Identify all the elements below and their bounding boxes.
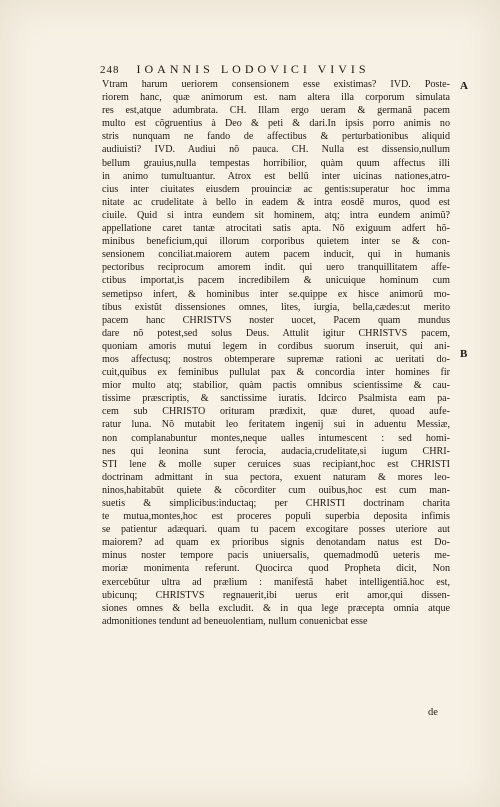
- text-line: cem sub CHRISTO orituram prædixit, quæ duret, quoad aufe-: [102, 406, 450, 418]
- text-line: minibus beneficium,qui illorum corporibus quietem inter se & con-: [102, 236, 450, 248]
- text-line: ratur luna. Nõ mutabit leo feritatem ingenij sui in aduentu Messiæ,: [102, 419, 450, 431]
- folio-number: 248: [100, 64, 120, 76]
- text-line: sensionem conciliat.maiorem autem pacem inducit, qui in humanis: [102, 249, 450, 261]
- text-line: mior multo atq; stabilior, quàm pactis omnibus scientissime & cau-: [102, 380, 450, 392]
- running-title: IOANNIS LODOVICI VIVIS: [136, 62, 370, 76]
- text-line: ctibus importat,is pacem incredibilem & unicuique hominum cum: [102, 275, 450, 287]
- text-line: suetis & simplicibus:inductaq; per CHRISTI doctrinam charita: [102, 498, 450, 509]
- text-line: pacem hanc CHRISTVS noster uocet, Pacem quam mundus: [102, 314, 450, 326]
- text-line: non complanabuntur montes,neque ualles intumescent : sed homi-: [102, 432, 450, 444]
- text-line: multo est cõgruentius à Deo & peti & dari.In ipsis porro animis no: [102, 118, 450, 130]
- text-line: tibus existũt dissensiones omnes, lites, iurgia, bella,cædes:ut merito: [102, 301, 450, 313]
- text-line: exercebũtur ultra ad prælium : manifestã habet intelligentiã.hoc est,: [102, 576, 450, 588]
- text-line: STI lene & molle super ceruices suas recipiant,hoc est CHRISTI: [102, 458, 450, 470]
- text-line: moriæ monimenta referunt. Quocirca quod Propheta dicit, Non: [102, 563, 450, 575]
- text-line: te mutua,montes,hoc est proceres populi superbia deposita infimis: [102, 511, 450, 523]
- text-line: siones omnes & bella excludit. & in qua lege præcepta omnia atque: [102, 602, 450, 614]
- text-line: Vtram harum ueriorem consensionem esse existimas? IVD. Poste-: [102, 79, 450, 90]
- text-line: nitate ac crudelitate à bello in eadem & intra eosdẽ muros, quod est: [102, 196, 450, 208]
- text-line: mos affectusq; nostros obtemperare supremæ rationi ac ueritati do-: [102, 353, 450, 365]
- text-line: minus noster tempore pacis uniuersalis, quemadmodũ ueteris me-: [102, 550, 450, 562]
- text-line: admonitiones tendunt ad beneuolentiam, nullum conuenicbat esse: [102, 615, 368, 627]
- text-line: audiuisti? IVD. Audiui nõ pauca. CH. Nulla est dissensio,nullum: [102, 144, 450, 156]
- text-line: appellatione caret tantæ atrocitati satis apta. Nõ exiguum adfert hõ-: [102, 223, 450, 235]
- text-line: in animo tumultuantur. Atrox est bellũ inter uicinas nationes,atro-: [102, 170, 450, 182]
- text-line: riorem hanc, quæ animorum est. nam altera illa corporum simulata: [102, 92, 450, 104]
- text-line: ciuile. Quid si intra eundem sit hominem, atq; intra eundem animũ?: [102, 209, 450, 221]
- catchword: de: [428, 707, 438, 718]
- margin-note-a: A: [460, 80, 468, 92]
- text-line: cius inter ciuitates eiusdem prouinciæ ac gentis:superatur hoc imma: [102, 183, 450, 195]
- text-line: ubicunq; CHRISTVS regnauerit,ibi uerus erit amor,qui dissen-: [102, 589, 450, 601]
- text-line: semetipso infert, & hominibus inter se.quippe ex hisce animorũ mo-: [102, 288, 450, 300]
- text-block: [102, 78, 450, 628]
- text-line: maiorem? ad quam ex prioribus signis denotandam natus est Do-: [102, 537, 450, 549]
- text-line: quoniam amoris mutui legem in cordibus suorum inseruit, qui ani-: [102, 340, 450, 352]
- text-line: dare nõ potest,sed solus Deus. Attulit igitur CHRISTVS pacem,: [102, 327, 450, 339]
- text-line: bellum grauius,nulla tempestas horribilior, quàm quum affectus illi: [102, 157, 450, 169]
- text-line: res est,atque adumbrata. CH. Illam ergo ueram & germanã pacem: [102, 105, 450, 117]
- text-line: stris nunquam ne fando de affectibus & perturbationibus aliquid: [102, 131, 450, 143]
- text-line: nes qui leonina sunt ferocia, audacia,crudelitate,si iugum CHRI-: [102, 445, 450, 457]
- text-line: pectoribus reciprocum amorem indit. qui uero tranquillitatem affe-: [102, 262, 450, 274]
- text-line: se patientur adæquari. quam tu pacem excogitare posses uteriore aut: [102, 524, 450, 536]
- margin-note-b: B: [460, 348, 468, 360]
- text-line: cuit,quibus ex feminibus pullulat pax & concordia inter homines fir: [102, 367, 450, 379]
- text-line: ninos,habitabũt quiete & cõcorditer cum ouibus,hoc est cum man-: [102, 484, 450, 496]
- text-line: tissime præscriptis, & sanctissime iuratis. Idcirco Psalmista eam pa-: [102, 393, 450, 405]
- running-header: [100, 62, 460, 77]
- text-line: doctrinam admittant in sua pectora, exuent naturam & mores leo-: [102, 471, 450, 483]
